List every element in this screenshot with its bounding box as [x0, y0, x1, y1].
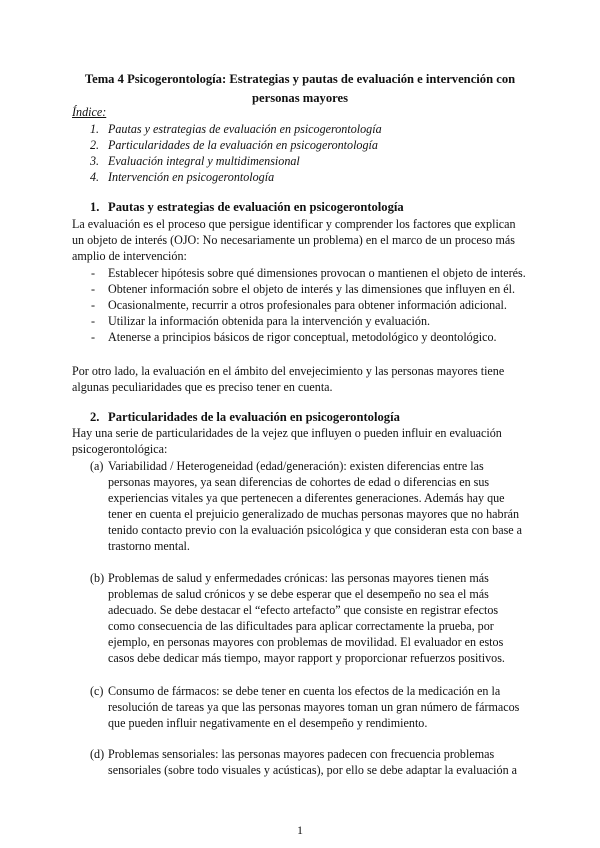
- bullet-item-5: Atenerse a principios básicos de rigor conceptual, metodológico y deontológico.: [108, 330, 497, 344]
- bullet-item-4: Utilizar la información obtenida para la intervención y evaluación.: [108, 314, 431, 328]
- bullet-dash-5: -: [91, 330, 96, 344]
- index-item-4: Intervención en psicogerontología: [108, 170, 275, 184]
- section-1-intro-line-3: amplio de intervención:: [72, 249, 187, 263]
- bullet-dash-3: -: [91, 298, 96, 312]
- bullet-item-3: Ocasionalmente, recurrir a otros profesionales para obtener información adicional.: [108, 298, 507, 312]
- section-1-heading: Pautas y estrategias de evaluación en psicogerontología: [108, 200, 404, 214]
- title-line-1: Tema 4 Psicogerontología: Estrategias y pautas de evaluación e intervención con: [84, 72, 516, 86]
- bullet-dash-1: -: [91, 266, 96, 280]
- index-item-2: Particularidades de la evaluación en psicogerontología: [108, 138, 378, 152]
- item-b-line-1: Problemas de salud y enfermedades crónicas: las personas mayores tienen más: [108, 571, 489, 585]
- index-item-1-num: 1.: [90, 122, 100, 136]
- item-a-line-2: personas mayores, ya sean diferencias de cohortes de edad o diferencias en sus: [108, 475, 490, 489]
- index-item-4-num: 4.: [90, 170, 100, 184]
- section-1-intro-line-2: un objeto de interés (OJO: No necesariamente un problema) en el marco de un proceso más: [72, 233, 515, 247]
- index-item-3-num: 3.: [90, 154, 100, 168]
- item-a-line-3: experiencias vitales ya que pertenecen a diferentes generaciones. Además hay que: [108, 491, 505, 505]
- item-c-line-3: que pueden influir negativamente en el desempeño y rendimiento.: [108, 716, 428, 730]
- item-b-label: (b): [90, 571, 105, 585]
- index-item-2-num: 2.: [90, 138, 100, 152]
- item-b-line-6: casos debe dedicar más tiempo, mayor rapport y proporcionar refuerzos positivos.: [108, 651, 505, 665]
- item-b-line-2: problemas de salud crónicos y se debe esperar que el desempeño no sea el más: [108, 587, 489, 601]
- document-title: [72, 70, 528, 108]
- item-b-line-5: ejemplo, en personas mayores con problemas de movilidad. El evaluador en estos: [108, 635, 504, 649]
- bullet-item-1: Establecer hipótesis sobre qué dimensiones provocan o mantienen el objeto de interés.: [108, 266, 526, 280]
- item-c-label: (c): [90, 684, 104, 698]
- item-d-label: (d): [90, 747, 105, 761]
- item-b-line-4: como consecuencia de las dificultades para aplicar correctamente la prueba, por: [108, 619, 494, 633]
- item-a-line-1: Variabilidad / Heterogeneidad (edad/generación): existen diferencias entre las: [108, 459, 484, 473]
- page-number: 1: [297, 823, 303, 837]
- section-2-intro-line-2: psicogerontológica:: [72, 442, 168, 456]
- index-item-3: Evaluación integral y multidimensional: [108, 154, 300, 168]
- section-1-intro-line-1: La evaluación es el proceso que persigue identificar y comprender los factores que explican: [72, 217, 516, 231]
- section-2-number: 2.: [90, 410, 100, 424]
- item-a-line-4: tener en cuenta el prejuicio generalizado de muchas personas mayores que no habrán: [108, 507, 520, 521]
- item-d-line-2: sensoriales (sobre todo visuales y acústicas), por ello se debe adaptar la evaluación a: [108, 763, 518, 777]
- section-1-closing-line-1: Por otro lado, la evaluación en el ámbito del envejecimiento y las personas mayores tiene: [72, 364, 505, 378]
- bullet-item-2: Obtener información sobre el objeto de interés y las dimensiones que influyen en él.: [108, 282, 516, 296]
- bullet-dash-4: -: [91, 314, 96, 328]
- item-c-line-1: Consumo de fármacos: se debe tener en cuenta los efectos de la medicación en la: [108, 684, 501, 698]
- item-a-line-5: tenido contacto previo con la evaluación psicológica y que consideran esta con base a: [108, 523, 523, 537]
- item-c-line-2: resolución de tareas ya que las personas mayores toman un gran número de fármacos: [108, 700, 520, 714]
- section-1-closing-line-2: algunas peculiaridades que es preciso tener en cuenta.: [72, 380, 333, 394]
- item-d-line-1: Problemas sensoriales: las personas mayores padecen con frecuencia problemas: [108, 747, 495, 761]
- title-line-2: personas mayores: [252, 91, 348, 105]
- item-b-line-3: adecuado. Se debe destacar el “efecto artefacto” que consiste en registrar efectos: [108, 603, 499, 617]
- bullet-dash-2: -: [91, 282, 96, 296]
- item-a-label: (a): [90, 459, 104, 473]
- index-heading: Índice:: [72, 105, 107, 119]
- item-a-line-6: trastorno mental.: [108, 539, 190, 553]
- section-1-number: 1.: [90, 200, 100, 214]
- section-2-intro-line-1: Hay una serie de particularidades de la vejez que influyen o pueden influir en evaluación: [72, 426, 502, 440]
- index-item-1: Pautas y estrategias de evaluación en psicogerontología: [108, 122, 382, 136]
- section-2-heading: Particularidades de la evaluación en psicogerontología: [108, 410, 400, 424]
